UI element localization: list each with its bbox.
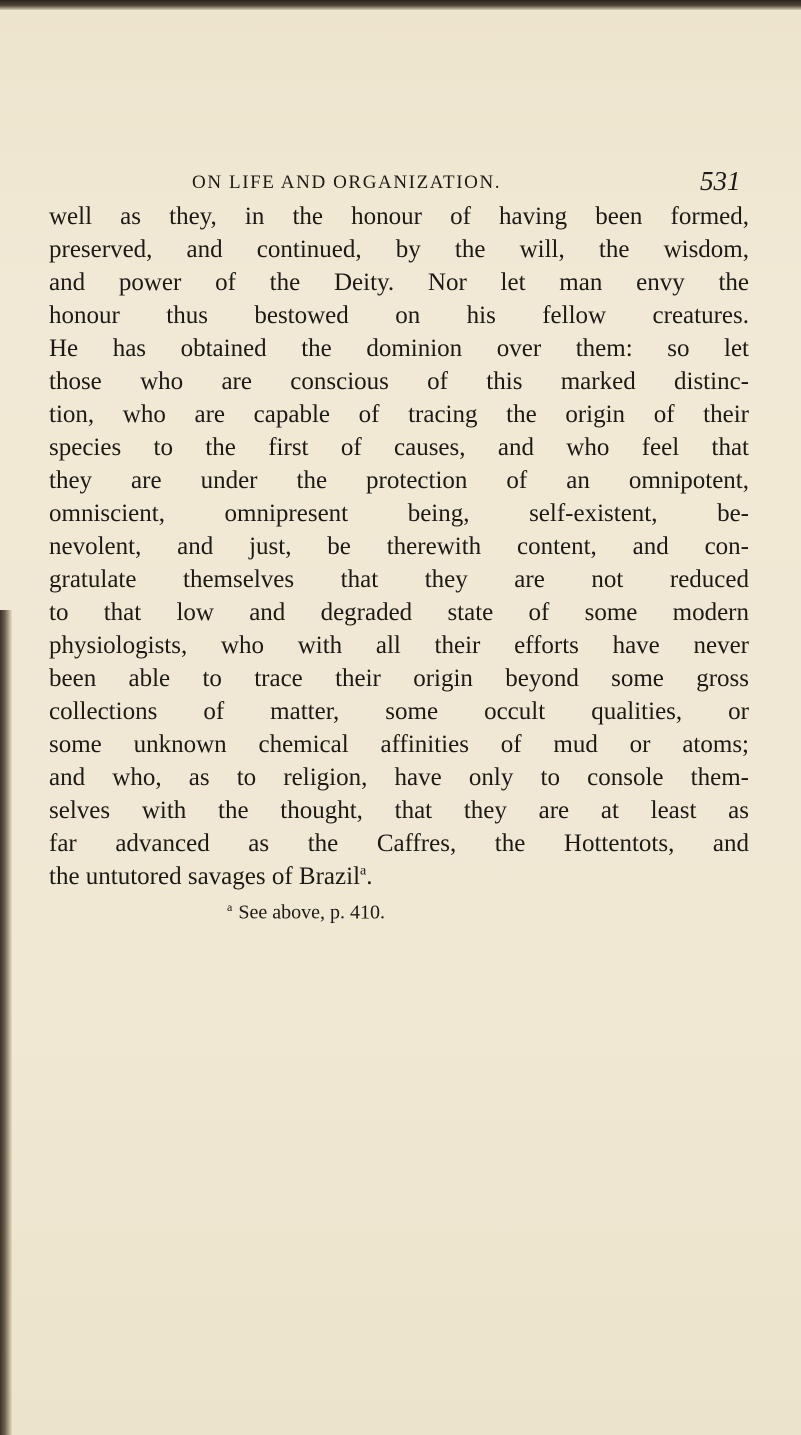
text-line: species to the first of causes, and who feel that [49, 434, 749, 461]
text-line: far advanced as the Caffres, the Hottentots, and [49, 830, 749, 857]
footnote [227, 900, 385, 925]
footnote-mark: a [227, 900, 233, 914]
text-line: and who, as to religion, have only to console them- [49, 764, 749, 791]
text-line: preserved, and continued, by the will, the wisdom, [49, 236, 749, 263]
text-line: some unknown chemical affinities of mud or atoms; [49, 731, 749, 758]
text-line: tion, who are capable of tracing the origin of their [49, 401, 749, 428]
text-line: He has obtained the dominion over them: so let [49, 335, 749, 362]
page-binding-shadow [0, 610, 12, 1435]
page-number: 531 [700, 166, 741, 196]
text-line: gratulate themselves that they are not reduced [49, 566, 749, 593]
text-line: they are under the protection of an omnipotent, [49, 467, 749, 494]
last-line-period: . [366, 863, 373, 890]
text-line: physiologists, who with all their efforts have never [49, 632, 749, 659]
page-top-edge-shadow [0, 0, 801, 10]
text-line: selves with the thought, that they are at least as [49, 797, 749, 824]
text-line: nevolent, and just, be therewith content, and con- [49, 533, 749, 560]
body-text [49, 200, 749, 893]
text-line: been able to trace their origin beyond some gross [49, 665, 749, 692]
text-line: those who are conscious of this marked distinc- [49, 368, 749, 395]
text-line: and power of the Deity. Nor let man envy the [49, 269, 749, 296]
footnote-text: See above, p. 410. [238, 901, 385, 924]
text-line: honour thus bestowed on his fellow creatures. [49, 302, 749, 329]
footnote-reference[interactable]: a [360, 863, 367, 879]
last-line-text: the untutored savages of Brazil [49, 863, 361, 890]
text-line: well as they, in the honour of having been formed, [49, 203, 749, 230]
text-line-last [49, 860, 749, 893]
running-head: ON LIFE AND ORGANIZATION. [192, 172, 502, 193]
text-line: collections of matter, some occult qualities, or [49, 698, 749, 725]
text-line: omniscient, omnipresent being, self-existent, be- [49, 500, 749, 527]
text-line: to that low and degraded state of some modern [49, 599, 749, 626]
